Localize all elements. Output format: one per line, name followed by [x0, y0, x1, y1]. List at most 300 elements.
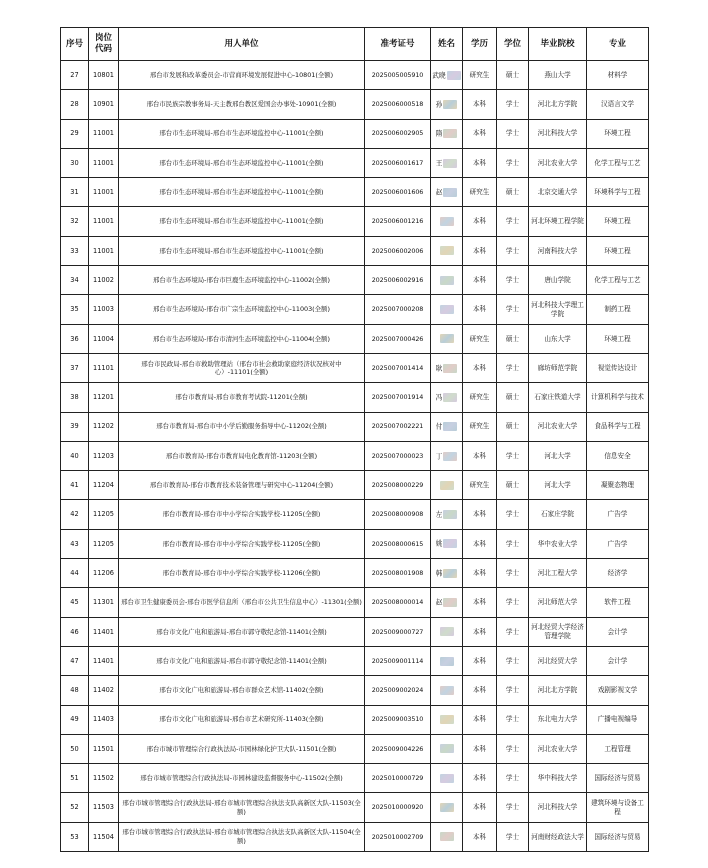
cell-degree: 学士: [497, 793, 529, 822]
cell-name: [431, 705, 463, 734]
cell-name: [431, 617, 463, 646]
redaction-mosaic: [440, 481, 454, 490]
table-row: [61, 588, 649, 617]
cell-no: 44: [61, 559, 89, 588]
table-row: [61, 90, 649, 119]
cell-code: 11001: [89, 236, 119, 265]
cell-name: [431, 324, 463, 353]
cell-name: [431, 764, 463, 793]
cell-no: 47: [61, 646, 89, 675]
cell-edu: 研究生: [463, 412, 497, 441]
cell-no: 38: [61, 383, 89, 412]
cell-unit: 邢台市教育局-邢台市教育技术装备管理与研究中心-11204(全额): [119, 471, 365, 500]
cell-name: [431, 295, 463, 324]
cell-unit: 邢台市教育局-邢台市中小学综合实践学校-11205(全额): [119, 529, 365, 558]
cell-degree: 学士: [497, 441, 529, 470]
cell-no: 33: [61, 236, 89, 265]
cell-major: 环境工程: [587, 236, 649, 265]
cell-school: 河北农业大学: [529, 412, 587, 441]
header-no: 序号: [61, 28, 89, 61]
redaction-mosaic: [443, 510, 457, 519]
cell-exam: 2025009004226: [365, 734, 431, 763]
table-row: [61, 61, 649, 90]
cell-edu: 本科: [463, 588, 497, 617]
cell-code: 11001: [89, 148, 119, 177]
cell-no: 45: [61, 588, 89, 617]
cell-code: 11204: [89, 471, 119, 500]
cell-major: 广播电视编导: [587, 705, 649, 734]
cell-no: 52: [61, 793, 89, 822]
results-table: [60, 27, 649, 852]
cell-school: 石家庄铁道大学: [529, 383, 587, 412]
cell-edu: 本科: [463, 441, 497, 470]
cell-degree: 学士: [497, 764, 529, 793]
cell-name: [431, 178, 463, 207]
cell-school: 河北农业大学: [529, 148, 587, 177]
redaction-mosaic: [440, 686, 454, 695]
table-row: [61, 266, 649, 295]
cell-no: 30: [61, 148, 89, 177]
table-row: [61, 734, 649, 763]
cell-major: 环境工程: [587, 207, 649, 236]
cell-edu: 本科: [463, 529, 497, 558]
cell-exam: 2025006000518: [365, 90, 431, 119]
header-unit: 用人单位: [119, 28, 365, 61]
table-row: [61, 705, 649, 734]
cell-exam: 2025007000426: [365, 324, 431, 353]
cell-exam: 2025006001606: [365, 178, 431, 207]
cell-edu: 研究生: [463, 178, 497, 207]
cell-school: 河北环境工程学院: [529, 207, 587, 236]
cell-major: 国际经济与贸易: [587, 764, 649, 793]
cell-edu: 本科: [463, 705, 497, 734]
cell-exam: 2025007001414: [365, 353, 431, 382]
cell-exam: 2025007000023: [365, 441, 431, 470]
cell-no: 42: [61, 500, 89, 529]
cell-code: 11402: [89, 676, 119, 705]
cell-exam: 2025007000208: [365, 295, 431, 324]
cell-code: 11001: [89, 119, 119, 148]
table-row: [61, 353, 649, 382]
cell-degree: 学士: [497, 676, 529, 705]
table-row: [61, 119, 649, 148]
table-row: [61, 207, 649, 236]
cell-edu: 本科: [463, 207, 497, 236]
cell-exam: 2025008000014: [365, 588, 431, 617]
cell-unit: 邢台市城市管理综合行政执法局-市园林绿化护卫大队-11501(全额): [119, 734, 365, 763]
cell-unit: 邢台市民族宗教事务局-天主教邢台教区爱国会办事处-10901(全额): [119, 90, 365, 119]
name-text: 姚: [435, 539, 443, 548]
cell-unit: 邢台市生态环境局-邢台市生态环境监控中心-11001(全额): [119, 236, 365, 265]
cell-unit: 邢台市生态环境局-邢台市清河生态环境监控中心-11004(全额): [119, 324, 365, 353]
cell-school: 河北经贸大学经济管理学院: [529, 617, 587, 646]
cell-school: 河北大学: [529, 441, 587, 470]
cell-code: 11202: [89, 412, 119, 441]
cell-school: 河北师范大学: [529, 588, 587, 617]
cell-code: 10901: [89, 90, 119, 119]
cell-major: 戏剧影视文学: [587, 676, 649, 705]
cell-major: 软件工程: [587, 588, 649, 617]
cell-name: [431, 236, 463, 265]
cell-exam: 2025010002709: [365, 822, 431, 851]
cell-name: [431, 383, 463, 412]
cell-edu: 研究生: [463, 61, 497, 90]
cell-name: [431, 266, 463, 295]
redaction-mosaic: [447, 71, 461, 80]
cell-name: [431, 90, 463, 119]
cell-unit: 邢台市卫生健康委员会-邢台市医学信息所（邢台市公共卫生信息中心）-11301(全额): [119, 588, 365, 617]
cell-name: [431, 588, 463, 617]
table-row: [61, 236, 649, 265]
cell-major: 化学工程与工艺: [587, 148, 649, 177]
redaction-mosaic: [440, 832, 454, 841]
cell-school: 北京交通大学: [529, 178, 587, 207]
cell-degree: 学士: [497, 500, 529, 529]
cell-school: 东北电力大学: [529, 705, 587, 734]
cell-no: 32: [61, 207, 89, 236]
cell-edu: 本科: [463, 295, 497, 324]
cell-exam: 2025010000920: [365, 793, 431, 822]
cell-no: 51: [61, 764, 89, 793]
cell-code: 11403: [89, 705, 119, 734]
table-row: [61, 764, 649, 793]
cell-code: 11003: [89, 295, 119, 324]
cell-major: 会计学: [587, 617, 649, 646]
cell-name: [431, 119, 463, 148]
cell-code: 11203: [89, 441, 119, 470]
name-text: 武晓: [432, 70, 446, 79]
cell-degree: 硕士: [497, 324, 529, 353]
cell-unit: 邢台市教育局-邢台市教育局电化教育馆-11203(全额): [119, 441, 365, 470]
header-name: 姓名: [431, 28, 463, 61]
cell-name: [431, 529, 463, 558]
cell-exam: 2025009003510: [365, 705, 431, 734]
redaction-mosaic: [443, 364, 457, 373]
cell-edu: 本科: [463, 353, 497, 382]
cell-name: [431, 148, 463, 177]
cell-major: 汉语言文学: [587, 90, 649, 119]
cell-edu: 本科: [463, 559, 497, 588]
table-row: [61, 471, 649, 500]
cell-name: [431, 207, 463, 236]
cell-no: 50: [61, 734, 89, 763]
table-body: [61, 61, 649, 852]
cell-degree: 学士: [497, 266, 529, 295]
cell-major: 化学工程与工艺: [587, 266, 649, 295]
cell-degree: 硕士: [497, 412, 529, 441]
cell-exam: 2025008001908: [365, 559, 431, 588]
cell-edu: 本科: [463, 148, 497, 177]
table-row: [61, 500, 649, 529]
redaction-mosaic: [440, 657, 454, 666]
cell-name: [431, 646, 463, 675]
results-sheet: [60, 27, 648, 852]
cell-edu: 本科: [463, 236, 497, 265]
cell-edu: 本科: [463, 822, 497, 851]
cell-school: 河北经贸大学: [529, 646, 587, 675]
redaction-mosaic: [443, 159, 457, 168]
cell-unit: 邢台市城市管理综合行政执法局-邢台市城市管理综合执法支队高新区大队-11504(全额): [119, 822, 365, 851]
cell-degree: 学士: [497, 353, 529, 382]
cell-major: 材料学: [587, 61, 649, 90]
cell-unit: 邢台市文化广电和旅游局-邢台市郭守敬纪念馆-11401(全额): [119, 617, 365, 646]
cell-no: 37: [61, 353, 89, 382]
cell-degree: 学士: [497, 90, 529, 119]
cell-no: 28: [61, 90, 89, 119]
cell-edu: 本科: [463, 266, 497, 295]
cell-no: 31: [61, 178, 89, 207]
cell-code: 11503: [89, 793, 119, 822]
cell-degree: 学士: [497, 617, 529, 646]
redaction-mosaic: [443, 100, 457, 109]
cell-no: 36: [61, 324, 89, 353]
cell-school: 石家庄学院: [529, 500, 587, 529]
header-school: 毕业院校: [529, 28, 587, 61]
cell-exam: 2025007002221: [365, 412, 431, 441]
cell-exam: 2025007001914: [365, 383, 431, 412]
table-row: [61, 441, 649, 470]
cell-major: 视觉传达设计: [587, 353, 649, 382]
redaction-mosaic: [443, 539, 457, 548]
name-text: 隋: [435, 129, 443, 138]
table-row: [61, 822, 649, 851]
cell-no: 48: [61, 676, 89, 705]
cell-unit: 邢台市生态环境局-邢台市生态环境监控中心-11001(全额): [119, 148, 365, 177]
name-text: 赵: [435, 188, 443, 197]
cell-school: 河北工程大学: [529, 559, 587, 588]
cell-no: 40: [61, 441, 89, 470]
cell-no: 41: [61, 471, 89, 500]
cell-edu: 研究生: [463, 324, 497, 353]
redaction-mosaic: [443, 422, 457, 431]
cell-degree: 学士: [497, 705, 529, 734]
cell-exam: 2025006001617: [365, 148, 431, 177]
cell-unit: 邢台市生态环境局-邢台市生态环境监控中心-11001(全额): [119, 178, 365, 207]
cell-major: 食品科学与工程: [587, 412, 649, 441]
cell-no: 46: [61, 617, 89, 646]
cell-exam: 2025009001114: [365, 646, 431, 675]
cell-school: 河北大学: [529, 471, 587, 500]
cell-unit: 邢台市生态环境局-邢台市生态环境监控中心-11001(全额): [119, 119, 365, 148]
cell-edu: 本科: [463, 617, 497, 646]
cell-code: 11004: [89, 324, 119, 353]
name-text: 王: [435, 158, 443, 167]
cell-name: [431, 412, 463, 441]
cell-exam: 2025009000727: [365, 617, 431, 646]
cell-unit: 邢台市民政局-邢台市救助管理站（邢台市社会救助家庭经济状况核对中心）-11101(全额): [119, 353, 365, 382]
cell-unit: 邢台市生态环境局-邢台市广宗生态环境监控中心-11003(全额): [119, 295, 365, 324]
cell-code: 11101: [89, 353, 119, 382]
redaction-mosaic: [440, 217, 454, 226]
redaction-mosaic: [440, 744, 454, 753]
cell-code: 11002: [89, 266, 119, 295]
cell-name: [431, 676, 463, 705]
name-text: 冯: [435, 393, 443, 402]
cell-name: [431, 61, 463, 90]
cell-code: 11504: [89, 822, 119, 851]
cell-degree: 学士: [497, 734, 529, 763]
cell-school: 河北北方学院: [529, 90, 587, 119]
cell-code: 11205: [89, 500, 119, 529]
cell-school: 唐山学院: [529, 266, 587, 295]
cell-edu: 研究生: [463, 471, 497, 500]
cell-no: 53: [61, 822, 89, 851]
cell-exam: 2025010000729: [365, 764, 431, 793]
redaction-mosaic: [443, 569, 457, 578]
cell-degree: 硕士: [497, 383, 529, 412]
cell-exam: 2025008000615: [365, 529, 431, 558]
cell-school: 河南财经政法大学: [529, 822, 587, 851]
table-row: [61, 324, 649, 353]
cell-edu: 本科: [463, 646, 497, 675]
cell-exam: 2025008000908: [365, 500, 431, 529]
cell-school: 燕山大学: [529, 61, 587, 90]
cell-edu: 研究生: [463, 383, 497, 412]
cell-exam: 2025006002916: [365, 266, 431, 295]
cell-school: 河北科技大学: [529, 793, 587, 822]
cell-code: 11001: [89, 207, 119, 236]
name-text: 付: [435, 422, 443, 431]
cell-edu: 本科: [463, 500, 497, 529]
table-row: [61, 559, 649, 588]
cell-major: 环境工程: [587, 324, 649, 353]
cell-degree: 学士: [497, 646, 529, 675]
cell-unit: 邢台市城市管理综合行政执法局-邢台市城市管理综合执法支队高新区大队-11503(全额): [119, 793, 365, 822]
cell-no: 34: [61, 266, 89, 295]
cell-school: 华中科技大学: [529, 764, 587, 793]
redaction-mosaic: [443, 393, 457, 402]
table-row: [61, 148, 649, 177]
cell-degree: 学士: [497, 119, 529, 148]
cell-major: 广告学: [587, 500, 649, 529]
cell-major: 制药工程: [587, 295, 649, 324]
cell-school: 河北北方学院: [529, 676, 587, 705]
cell-exam: 2025009002024: [365, 676, 431, 705]
cell-degree: 学士: [497, 822, 529, 851]
cell-major: 国际经济与贸易: [587, 822, 649, 851]
cell-code: 11205: [89, 529, 119, 558]
cell-no: 43: [61, 529, 89, 558]
cell-unit: 邢台市文化广电和旅游局-邢台市艺术研究所-11403(全额): [119, 705, 365, 734]
cell-unit: 邢台市教育局-邢台市中小学后勤服务指导中心-11202(全额): [119, 412, 365, 441]
cell-exam: 2025005005910: [365, 61, 431, 90]
header-edu: 学历: [463, 28, 497, 61]
cell-code: 10801: [89, 61, 119, 90]
name-text: 孙: [435, 100, 443, 109]
cell-unit: 邢台市教育局-邢台市中小学综合实践学校-11205(全额): [119, 500, 365, 529]
table-row: [61, 793, 649, 822]
cell-exam: 2025006001216: [365, 207, 431, 236]
cell-code: 11301: [89, 588, 119, 617]
cell-major: 环境科学与工程: [587, 178, 649, 207]
name-text: 丁: [435, 451, 443, 460]
table-row: [61, 646, 649, 675]
cell-major: 建筑环境与设备工程: [587, 793, 649, 822]
cell-code: 11401: [89, 617, 119, 646]
redaction-mosaic: [443, 452, 457, 461]
cell-code: 11206: [89, 559, 119, 588]
cell-code: 11201: [89, 383, 119, 412]
table-row: [61, 617, 649, 646]
cell-school: 河南科技大学: [529, 236, 587, 265]
cell-unit: 邢台市生态环境局-邢台市巨鹿生态环境监控中心-11002(全额): [119, 266, 365, 295]
cell-major: 环境工程: [587, 119, 649, 148]
cell-unit: 邢台市发展和改革委员会-市营商环境发展促进中心-10801(全额): [119, 61, 365, 90]
cell-edu: 本科: [463, 734, 497, 763]
cell-school: 河北科技大学: [529, 119, 587, 148]
cell-degree: 学士: [497, 148, 529, 177]
cell-school: 廊坊师范学院: [529, 353, 587, 382]
table-row: [61, 383, 649, 412]
cell-unit: 邢台市文化广电和旅游局-邢台市群众艺术馆-11402(全额): [119, 676, 365, 705]
cell-no: 27: [61, 61, 89, 90]
cell-major: 信息安全: [587, 441, 649, 470]
table-row: [61, 529, 649, 558]
cell-degree: 学士: [497, 529, 529, 558]
header-major: 专业: [587, 28, 649, 61]
cell-unit: 邢台市文化广电和旅游局-邢台市郭守敬纪念馆-11401(全额): [119, 646, 365, 675]
cell-exam: 2025006002006: [365, 236, 431, 265]
header-exam: 准考证号: [365, 28, 431, 61]
name-text: 左: [435, 510, 443, 519]
cell-degree: 学士: [497, 559, 529, 588]
cell-school: 河北农业大学: [529, 734, 587, 763]
cell-unit: 邢台市城市管理综合行政执法局-市园林建设监督服务中心-11502(全额): [119, 764, 365, 793]
name-text: 赵: [435, 598, 443, 607]
cell-no: 39: [61, 412, 89, 441]
redaction-mosaic: [440, 334, 454, 343]
redaction-mosaic: [443, 188, 457, 197]
header-row: [61, 28, 649, 61]
cell-unit: 邢台市教育局-邢台市教育考试院-11201(全额): [119, 383, 365, 412]
cell-no: 29: [61, 119, 89, 148]
cell-name: [431, 559, 463, 588]
cell-degree: 学士: [497, 295, 529, 324]
redaction-mosaic: [443, 129, 457, 138]
cell-name: [431, 500, 463, 529]
cell-code: 11001: [89, 178, 119, 207]
redaction-mosaic: [440, 774, 454, 783]
cell-no: 35: [61, 295, 89, 324]
cell-name: [431, 822, 463, 851]
cell-major: 计算机科学与技术: [587, 383, 649, 412]
cell-degree: 硕士: [497, 471, 529, 500]
cell-name: [431, 793, 463, 822]
cell-degree: 学士: [497, 588, 529, 617]
cell-code: 11502: [89, 764, 119, 793]
cell-unit: 邢台市教育局-邢台市中小学综合实践学校-11206(全额): [119, 559, 365, 588]
cell-exam: 2025008000229: [365, 471, 431, 500]
cell-name: [431, 441, 463, 470]
cell-name: [431, 471, 463, 500]
header-code: 岗位 代码: [89, 28, 119, 61]
cell-edu: 本科: [463, 119, 497, 148]
cell-name: [431, 353, 463, 382]
cell-degree: 学士: [497, 236, 529, 265]
cell-degree: 学士: [497, 207, 529, 236]
table-row: [61, 676, 649, 705]
cell-code: 11401: [89, 646, 119, 675]
header-degree: 学位: [497, 28, 529, 61]
cell-major: 工程管理: [587, 734, 649, 763]
cell-degree: 硕士: [497, 61, 529, 90]
redaction-mosaic: [440, 276, 454, 285]
table-row: [61, 178, 649, 207]
redaction-mosaic: [440, 715, 454, 724]
redaction-mosaic: [440, 803, 454, 812]
table-row: [61, 412, 649, 441]
name-text: 韩: [435, 568, 443, 577]
